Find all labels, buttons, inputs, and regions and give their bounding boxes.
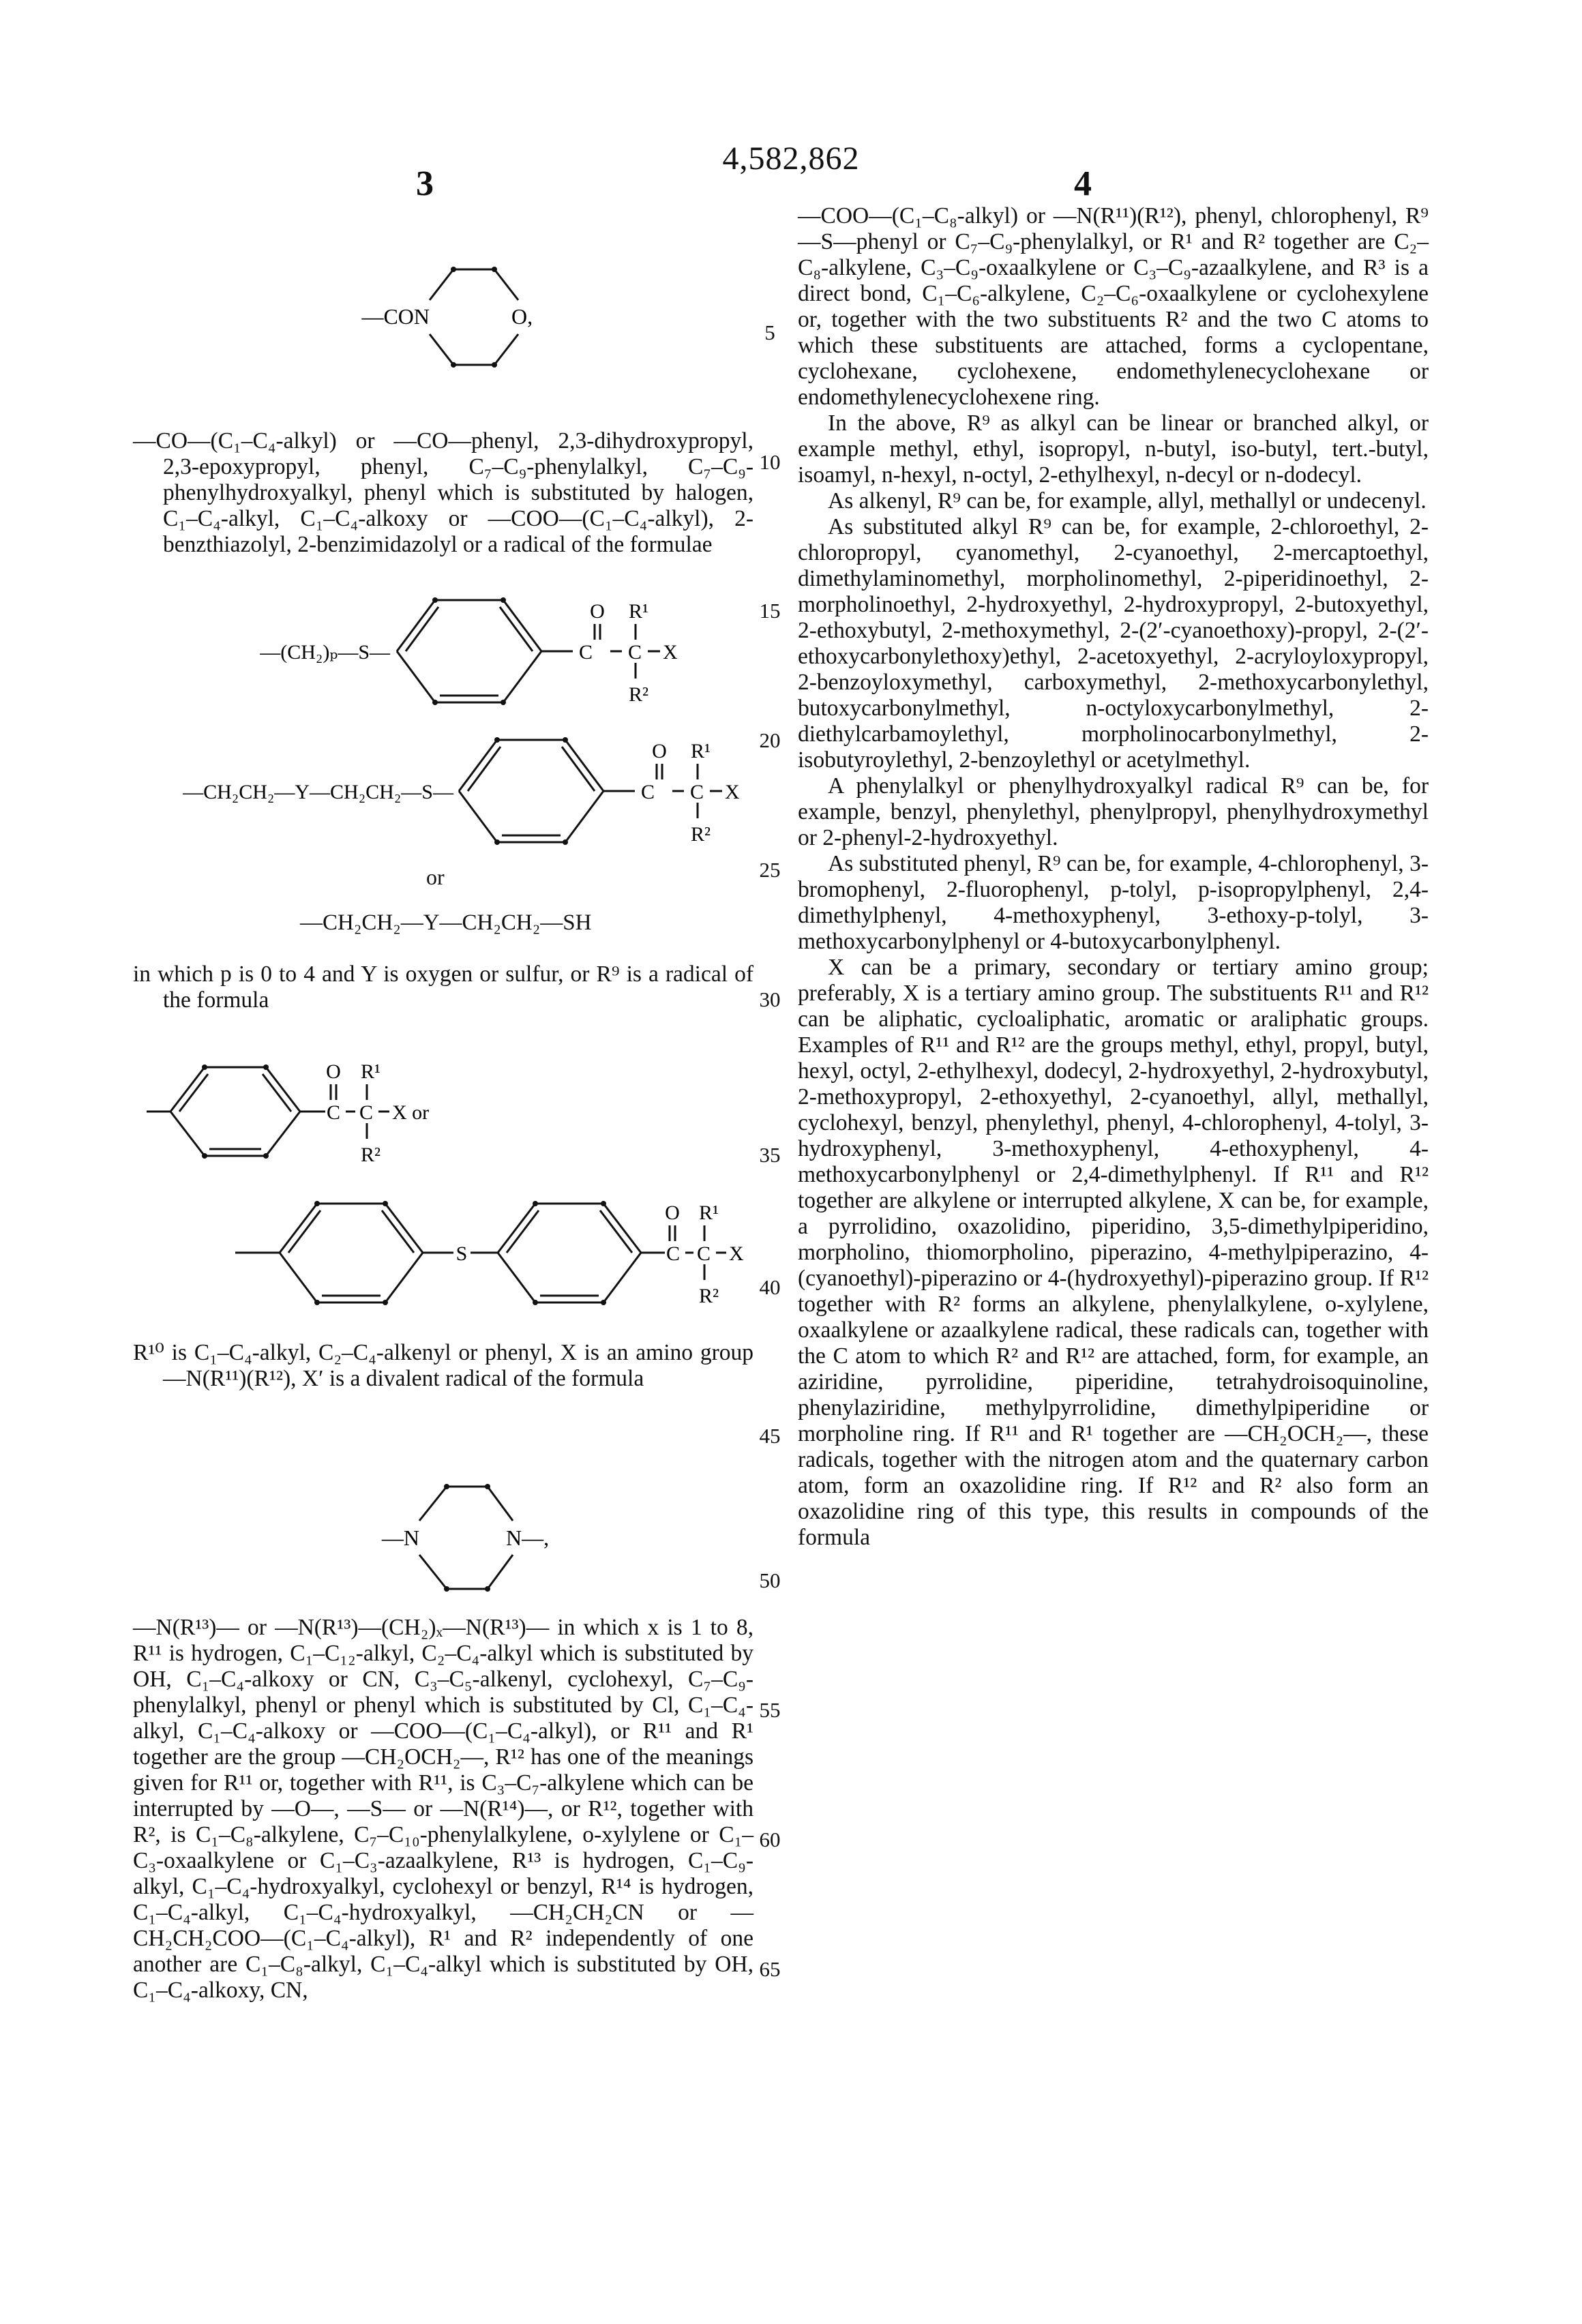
line-number: 5 — [753, 321, 787, 345]
line-number: 40 — [753, 1275, 787, 1300]
line-number: 55 — [753, 1698, 787, 1723]
morpholine-prefix: —CON — [361, 304, 430, 329]
patent-number: 4,582,862 — [0, 140, 1582, 177]
diphenylsulfide-s: S — [456, 1242, 468, 1265]
right-column — [798, 203, 1429, 1551]
piperazine-structure — [327, 1459, 586, 1609]
line-number: 15 — [753, 599, 787, 623]
thioether-y-r1: R¹ — [691, 740, 711, 762]
thioether-p-r1: R¹ — [629, 600, 648, 623]
thioether-p-structure — [205, 586, 750, 716]
phenyl-ketone-oxygen: O — [326, 1060, 341, 1083]
thioether-p-prefix: —(CH₂)ₚ—S— — [259, 641, 391, 664]
line-number: 65 — [753, 1957, 787, 1982]
phenyl-ketone-r1: R¹ — [361, 1060, 380, 1083]
page-number-right: 4 — [1074, 164, 1092, 204]
thioether-y-c1: C — [641, 781, 655, 803]
line-number: 20 — [753, 728, 787, 753]
right-paragraph-1: —COO—(C₁–C₈-alkyl) or —N(R¹¹)(R¹²), phenyl, chlorophenyl, R⁹—S—phenyl or C₇–C₉-phenylalkyl, or R¹ and R² together are C₂–C₈-alkylene, C₃–C₉-oxaalkylene or C₃–C₉-azaalkylene, and R³ is a direct bond, C₁–C₆-alkylene, C₂–C₆-oxaalkylene or cyclohexylene or, together with the two substituents R² and the two C atoms to which these substituents are attached, forms a cyclopentane, cyclohexane, cyclohexene, endomethylenecyclohexane or endomethylenecyclohexene ring. — [798, 203, 1429, 411]
thioether-p-c2: C — [628, 641, 642, 664]
thioether-p-x: X — [663, 641, 678, 664]
phenyl-ketone-x: X or — [392, 1101, 429, 1124]
right-paragraph-6: As substituted phenyl, R⁹ can be, for example, 4-chlorophenyl, 3-bromophenyl, 2-fluorophenyl, p-tolyl, p-isopropylphenyl, 2,4-dimethylphenyl, 4-methoxyphenyl, 3-ethoxy-p-tolyl, 3-methoxycarbonylphenyl or 4-butoxycarbonylphenyl. — [798, 851, 1429, 955]
left-paragraph-2: in which p is 0 to 4 and Y is oxygen or sulfur, or R⁹ is a radical of the formula — [133, 962, 753, 1013]
thioether-y-c2: C — [690, 781, 704, 803]
left-paragraph-3: R¹⁰ is C₁–C₄-alkyl, C₂–C₄-alkenyl or phenyl, X is an amino group —N(R¹¹)(R¹²), X′ is a divalent radical of the formula — [133, 1340, 753, 1392]
right-paragraph-5: A phenylalkyl or phenylhydroxyalkyl radical R⁹ can be, for example, benzyl, phenylethyl, phenylpropyl, phenylhydroxymethyl or 2-phenyl-2-hydroxyethyl. — [798, 773, 1429, 851]
sh-formula: —CH₂CH₂—Y—CH₂CH₂—SH — [300, 910, 591, 936]
thioether-y-prefix: —CH₂CH₂—Y—CH₂CH₂—S— — [182, 781, 454, 803]
piperazine-suffix: N—, — [506, 1525, 549, 1550]
thioether-y-x: X — [725, 781, 740, 803]
line-number: 45 — [753, 1424, 787, 1448]
piperazine-prefix: —N — [381, 1525, 419, 1550]
line-number: 35 — [753, 1143, 787, 1167]
line-number: 60 — [753, 1828, 787, 1852]
line-number: 25 — [753, 858, 787, 882]
diphenylsulfide-c1: C — [666, 1242, 680, 1265]
thioether-p-c1: C — [579, 641, 593, 664]
thioether-p-r2: R² — [629, 683, 648, 706]
morpholine-structure — [327, 232, 586, 392]
morpholine-suffix: O, — [511, 304, 533, 329]
page-number-left: 3 — [416, 164, 434, 204]
thioether-y-oxygen: O — [652, 740, 667, 762]
phenyl-ketone-c2: C — [359, 1101, 373, 1124]
diphenylsulfide-x: X — [729, 1242, 744, 1265]
line-number: 50 — [753, 1568, 787, 1593]
right-paragraph-3: As alkenyl, R⁹ can be, for example, allyl, methallyl or undecenyl. — [798, 488, 1429, 514]
diphenylsulfide-r1: R¹ — [699, 1202, 719, 1224]
diphenylsulfide-r2: R² — [699, 1285, 719, 1307]
thioether-y-r2: R² — [691, 823, 711, 846]
diphenylsulfide-c2: C — [697, 1242, 711, 1265]
thioether-p-oxygen: O — [590, 600, 605, 623]
left-paragraph-1: —CO—(C₁–C₄-alkyl) or —CO—phenyl, 2,3-dihydroxypropyl, 2,3-epoxypropyl, phenyl, C₇–C₉-phenylalkyl, C₇–C₉-phenylhydroxyalkyl, phenyl which is substituted by halogen, C₁–C₄-alkyl, C₁–C₄-alkoxy or —COO—(C₁–C₄-alkyl), 2-benzthiazolyl, 2-benzimidazolyl or a radical of the formulae — [133, 428, 753, 558]
diphenylsulfide-structure — [235, 1190, 753, 1316]
line-number: 10 — [753, 450, 787, 475]
phenyl-ketone-c1: C — [327, 1101, 340, 1124]
left-paragraph-4: —N(R¹³)— or —N(R¹³)—(CH₂)ₓ—N(R¹³)— in which x is 1 to 8, R¹¹ is hydrogen, C₁–C₁₂-alkyl, C₂–C₄-alkyl which is substituted by OH, C₁–C₄-alkoxy or CN, C₃–C₅-alkenyl, cyclohexyl, C₇–C₉-phenylalkyl, phenyl or phenyl which is substituted by Cl, C₁–C₄-alkyl, C₁–C₄-alkoxy or —COO—(C₁–C₄-alkyl), or R¹¹ and R¹ together are the group —CH₂OCH₂—, R¹² has one of the meanings given for R¹¹ or, together with R¹¹, is C₃–C₇-alkylene which can be interrupted by —O—, —S— or —N(R¹⁴)—, or R¹², together with R², is C₁–C₈-alkylene, C₇–C₁₀-phenylalkylene, o-xylylene or C₁–C₃-oxaalkylene or C₁–C₃-azaalkylene, R¹³ is hydrogen, C₁–C₉-alkyl, C₁–C₄-hydroxyalkyl, cyclohexyl or benzyl, R¹⁴ is hydrogen, C₁–C₄-alkyl, C₁–C₄-hydroxyalkyl, —CH₂CH₂CN or —CH₂CH₂COO—(C₁–C₄-alkyl), R¹ and R² independently of one another are C₁–C₈-alkyl, C₁–C₄-alkyl which is substituted by OH, C₁–C₄-alkoxy, CN, — [133, 1615, 753, 2003]
phenyl-ketone-structure — [147, 1054, 488, 1173]
phenyl-ketone-r2: R² — [361, 1144, 380, 1166]
line-number: 30 — [753, 987, 787, 1012]
right-paragraph-2: In the above, R⁹ as alkyl can be linear or branched alkyl, or example methyl, ethyl, isopropyl, n-butyl, iso-butyl, tert.-butyl, isoamyl, n-hexyl, n-octyl, 2-ethylhexyl, n-decyl or n-dodecyl. — [798, 411, 1429, 488]
diphenylsulfide-oxygen: O — [665, 1202, 680, 1224]
or-label: or — [426, 865, 445, 890]
right-paragraph-4: As substituted alkyl R⁹ can be, for example, 2-chloroethyl, 2-chloropropyl, cyanomethyl, 2-cyanoethyl, 2-mercaptoethyl, dimethylaminomethyl, morpholinomethyl, 2-piperidinoethyl, 2-morpholinoethyl, 2-hydroxyethyl, 2-hydroxypropyl, 2-butoxyethyl, 2-ethoxybutyl, 2-methoxymethyl, 2-(2′-cyanoethoxy)-propyl, 2-(2′-ethoxycarbonylethoxy)ethyl, 2-acetoxyethyl, 2-acryloyloxypropyl, 2-benzoyloxymethyl, carboxymethyl, 2-methoxycarbonylethyl, butoxycarbonylmethyl, n-octyloxycarbonylmethyl, 2-diethylcarbamoylethyl, morpholinocarbonylmethyl, 2-isobutyroylethyl, 2-benzoylethyl or acetylmethyl. — [798, 514, 1429, 773]
thioether-y-structure — [153, 726, 753, 856]
right-paragraph-7: X can be a primary, secondary or tertiary amino group; preferably, X is a tertiary amino group. The substituents R¹¹ and R¹² can be aliphatic, cycloaliphatic, aromatic or araliphatic groups. Examples of R¹¹ and R¹² are the groups methyl, ethyl, propyl, butyl, hexyl, octyl, 2-ethylhexyl, dodecyl, 2-hydroxyethyl, 2-hydroxybutyl, 2-methoxypropyl, 2-ethoxyethyl, 2-cyanoethyl, allyl, methallyl, cyclohexyl, benzyl, phenylethyl, phenyl, 4-chlorophenyl, 4-tolyl, 3-hydroxyphenyl, 3-methoxyphenyl, 4-ethoxyphenyl, 4-methoxycarbonylphenyl or 2,4-dimethylphenyl. If R¹¹ and R¹² together are alkylene or interrupted alkylene, X can be, for example, a pyrrolidino, oxazolidino, piperidino, 3,5-dimethylpiperidino, morpholino, thiomorpholino, piperazino, 4-methylpiperazino, 4-(cyanoethyl)-piperazino or 4-(hydroxyethyl)-piperazino group. If R¹² together with R² forms an alkylene, phenylalkylene, o-xylylene, oxaalkylene or azaalkylene radical, these radicals can, together with the C atom to which R² and R¹² are attached, form, for example, an aziridine, pyrrolidine, piperidine, tetrahydroisoquinoline, phenylaziridine, methylpyrrolidine, dimethylpiperidine or morpholine ring. If R¹¹ and R¹ together are —CH₂OCH₂—, these radicals, together with the nitrogen atom and the quaternary carbon atom, form an oxazolidine ring. If R¹² and R² also form an oxazolidine ring of this type, this results in compounds of the formula — [798, 955, 1429, 1551]
